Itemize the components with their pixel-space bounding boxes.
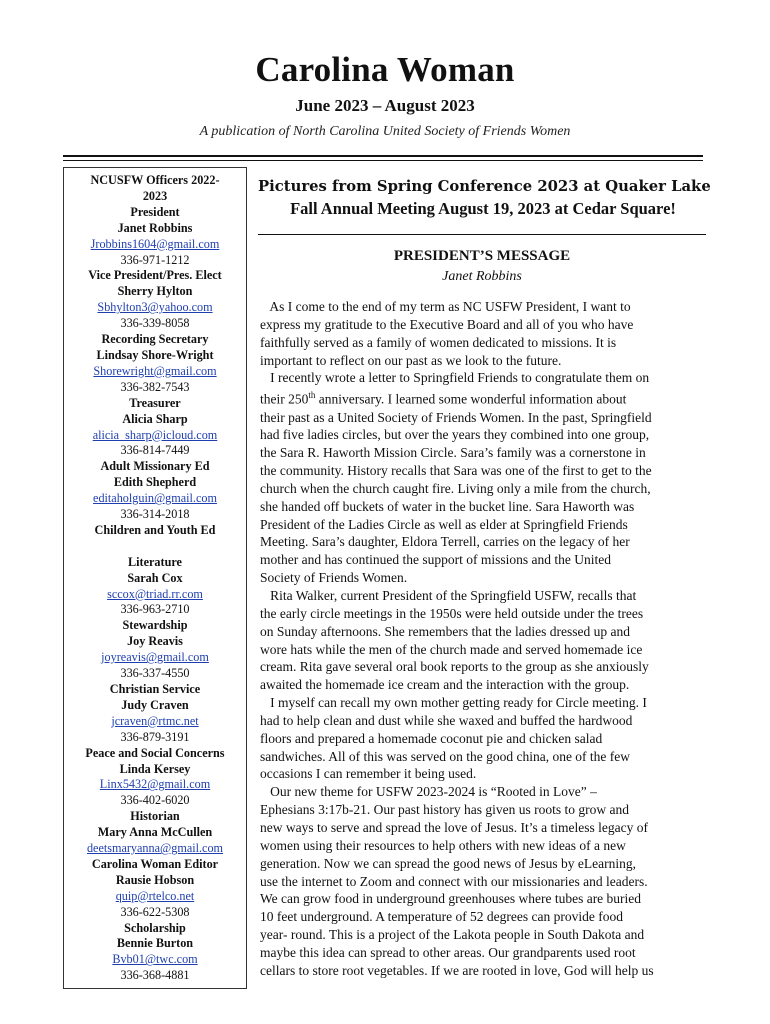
officer-heading: Adult Missionary Ed — [100, 459, 210, 474]
article-line: on Sunday afternoons. She remembers that the ladies dressed up and — [260, 623, 631, 639]
article-line: Rita Walker, current President of the Springfield USFW, recalls that — [260, 588, 637, 603]
article-line: President of the Ladies Circle as well as elder at Springfield Friends — [260, 516, 628, 532]
officer-email-link[interactable]: editaholguin@gmail.com — [93, 491, 217, 506]
officer-email-link[interactable]: Bvb01@twc.com — [112, 952, 198, 967]
officer-email-link[interactable]: Jrobbins1604@gmail.com — [90, 236, 220, 251]
article-line: church when the church caught fire. Living only a mile from the church, — [260, 480, 651, 496]
officer-heading: Mary Anna McCullen — [97, 825, 213, 840]
officer-email-link[interactable]: joyreavis@gmail.com — [101, 650, 209, 665]
officer-email-link[interactable]: deetsmaryanna@gmail.com — [86, 841, 224, 856]
officer-phone: 336-337-4550 — [120, 666, 190, 681]
sidebar-spacer — [64, 539, 246, 555]
main-headlines — [258, 176, 711, 220]
officer-heading: NCUSFW Officers 2022- — [90, 173, 220, 187]
article-line: use the internet to Zoom and connect with our missionaries and leaders. — [260, 873, 648, 889]
masthead-rule-thick — [63, 155, 703, 157]
officer-heading: Peace and Social Concerns — [85, 745, 225, 760]
article-line: generation. Now we can spread the good news of Jesus by eLearning, — [260, 855, 637, 871]
masthead-dates: June 2023 – August 2023 — [295, 96, 475, 115]
officer-heading: Judy Craven — [121, 697, 189, 712]
article-line: the early circle meetings in the 1950s were held outside under the trees — [260, 605, 644, 621]
article-line: faithfully served as a family of women dedicated to missions. It is — [260, 334, 617, 350]
officer-heading: Scholarship — [124, 920, 186, 935]
article-line: awaited the homemade ice cream and the interaction with the group. — [260, 677, 630, 693]
article-line: sandwiches. All of this was served on the good china, one of the few — [260, 748, 631, 764]
article-line: Society of Friends Women. — [260, 570, 408, 586]
officer-email-link[interactable]: Shorewright@gmail.com — [93, 363, 217, 378]
article-line: occasions I can remember it being used. — [260, 766, 477, 782]
article-line: Meeting. Sara’s daughter, Eldora Terrell, carries on the legacy of her — [260, 534, 630, 550]
article-line: new ways to serve and spread the love of Jesus. It’s a timeless legacy of — [260, 819, 649, 835]
article-line: she handed off buckets of water in the bucket line. Sara Haworth was — [260, 498, 635, 514]
officer-email-link[interactable]: sccox@triad.rr.com — [107, 586, 203, 601]
officer-phone: 336-402-6020 — [120, 793, 190, 808]
article-line: important to reflect on our past as we look to the future. — [260, 352, 562, 368]
officer-phone: 336-971-1212 — [120, 252, 190, 267]
article-line: their past as a United Society of Friends Women. In the past, Springfield — [260, 409, 652, 425]
officer-email-link[interactable]: quip@rtelco.net — [115, 888, 195, 903]
headline-spring-conference: Pictures from Spring Conference 2023 at Quaker Lake — [258, 178, 711, 195]
officer-phone: 336-382-7543 — [120, 379, 190, 394]
officer-heading: Lindsay Shore-Wright — [96, 347, 214, 362]
officer-email-link[interactable]: Linx5432@gmail.com — [99, 777, 211, 792]
article-author: Janet Robbins — [442, 269, 522, 284]
officer-heading: Historian — [130, 809, 180, 824]
officer-heading: Sarah Cox — [127, 570, 183, 585]
article-line: the Sara R. Haworth Mission Circle. Sara’s family was a cornerstone in — [260, 445, 646, 461]
officer-heading: Rausie Hobson — [115, 872, 195, 887]
officer-heading: Carolina Woman Editor — [91, 856, 219, 871]
masthead-tagline: A publication of North Carolina United Society of Friends Women — [199, 124, 571, 139]
article-line: women using their resources to help others with new ideas of a new — [260, 837, 626, 853]
article-line: had five ladies circles, but over the years they combined into one group, — [260, 427, 650, 443]
article-line: maybe this idea can spread to other areas. Our grandparents used root — [260, 944, 636, 960]
officer-heading: Stewardship — [122, 618, 188, 633]
officer-heading: President — [130, 204, 180, 219]
headline-fall-annual-meeting: Fall Annual Meeting August 19, 2023 at Cedar Square! — [290, 199, 676, 218]
article-line: 10 feet underground. A temperature of 52 degrees can provide food — [260, 909, 624, 925]
officer-heading: Literature — [128, 554, 182, 569]
article-line: mother and has continued the support of missions and the United — [260, 552, 611, 568]
article-title: PRESIDENT’S MESSAGE — [393, 248, 571, 264]
officer-email-link[interactable]: Sbhylton3@yahoo.com — [97, 300, 213, 315]
masthead-title: Carolina Woman — [255, 50, 515, 89]
officer-phone: 336-368-4881 — [120, 968, 190, 983]
article-line: cream. Rita gave several oral book reports to the group as she anxiously — [260, 659, 649, 675]
officer-heading: Edith Shepherd — [113, 475, 197, 490]
officer-heading: Alicia Sharp — [122, 411, 188, 426]
article-body — [260, 298, 705, 980]
officer-heading: Janet Robbins — [117, 220, 193, 235]
article-line: express my gratitude to the Executive Board and all of you who have — [260, 316, 634, 332]
officers-sidebar — [63, 167, 247, 989]
article-line: I myself can recall my own mother getting ready for Circle meeting. I — [260, 695, 647, 711]
officer-heading: Bennie Burton — [116, 936, 194, 951]
officer-phone: 336-622-5308 — [120, 904, 190, 919]
article-line: wore hats while the men of the church made and served homemade ice — [260, 641, 643, 657]
officer-email-link[interactable]: jcraven@rtmc.net — [111, 713, 199, 728]
article-line: We can grow food in underground greenhouses where tubes are buried — [260, 891, 642, 907]
officer-heading: 2023 — [142, 188, 168, 203]
officer-heading: Treasurer — [129, 395, 181, 410]
article-line: the community. History recalls that Sara was one of the first to get to the — [260, 463, 652, 479]
officer-phone: 336-879-3191 — [120, 729, 190, 744]
officer-heading: Sherry Hylton — [117, 284, 193, 299]
officer-heading: Christian Service — [109, 681, 201, 696]
article-line: floors and prepared a homemade coconut pie and chicken salad — [260, 730, 603, 746]
officer-heading: Vice President/Pres. Elect — [88, 268, 222, 283]
article-line: As I come to the end of my term as NC USFW President, I want to — [260, 299, 631, 314]
section-divider — [258, 234, 706, 235]
article-line: their 250th anniversary. I learned some wonderful information about — [260, 390, 627, 407]
article-line: Our new theme for USFW 2023-2024 is “Rooted in Love” – — [260, 784, 597, 800]
masthead-rule-thin — [63, 160, 703, 161]
officer-phone: 336-963-2710 — [120, 602, 190, 617]
officer-phone: 336-814-7449 — [120, 443, 190, 458]
article-line: year- round. This is a project of the Lakota people in South Dakota and — [260, 927, 645, 943]
article-line: Ephesians 3:17b-21. Our past history has given us roots to grow and — [260, 802, 629, 818]
officer-email-link[interactable]: alicia_sharp@icloud.com — [92, 427, 218, 442]
officer-heading: Linda Kersey — [119, 761, 191, 776]
officer-heading: Joy Reavis — [127, 634, 183, 649]
officer-heading: Children and Youth Ed — [94, 522, 216, 537]
article-line: I recently wrote a letter to Springfield Friends to congratulate them on — [260, 370, 650, 386]
officer-phone: 336-314-2018 — [120, 507, 190, 522]
article-line: had to help clean and dust while she waxed and buffed the hardwood — [260, 712, 633, 728]
article-line: cellars to store root vegetables. If we are rooted in love, God will help us — [260, 962, 654, 978]
officer-heading: Recording Secretary — [101, 332, 209, 347]
officer-phone: 336-339-8058 — [120, 316, 190, 331]
